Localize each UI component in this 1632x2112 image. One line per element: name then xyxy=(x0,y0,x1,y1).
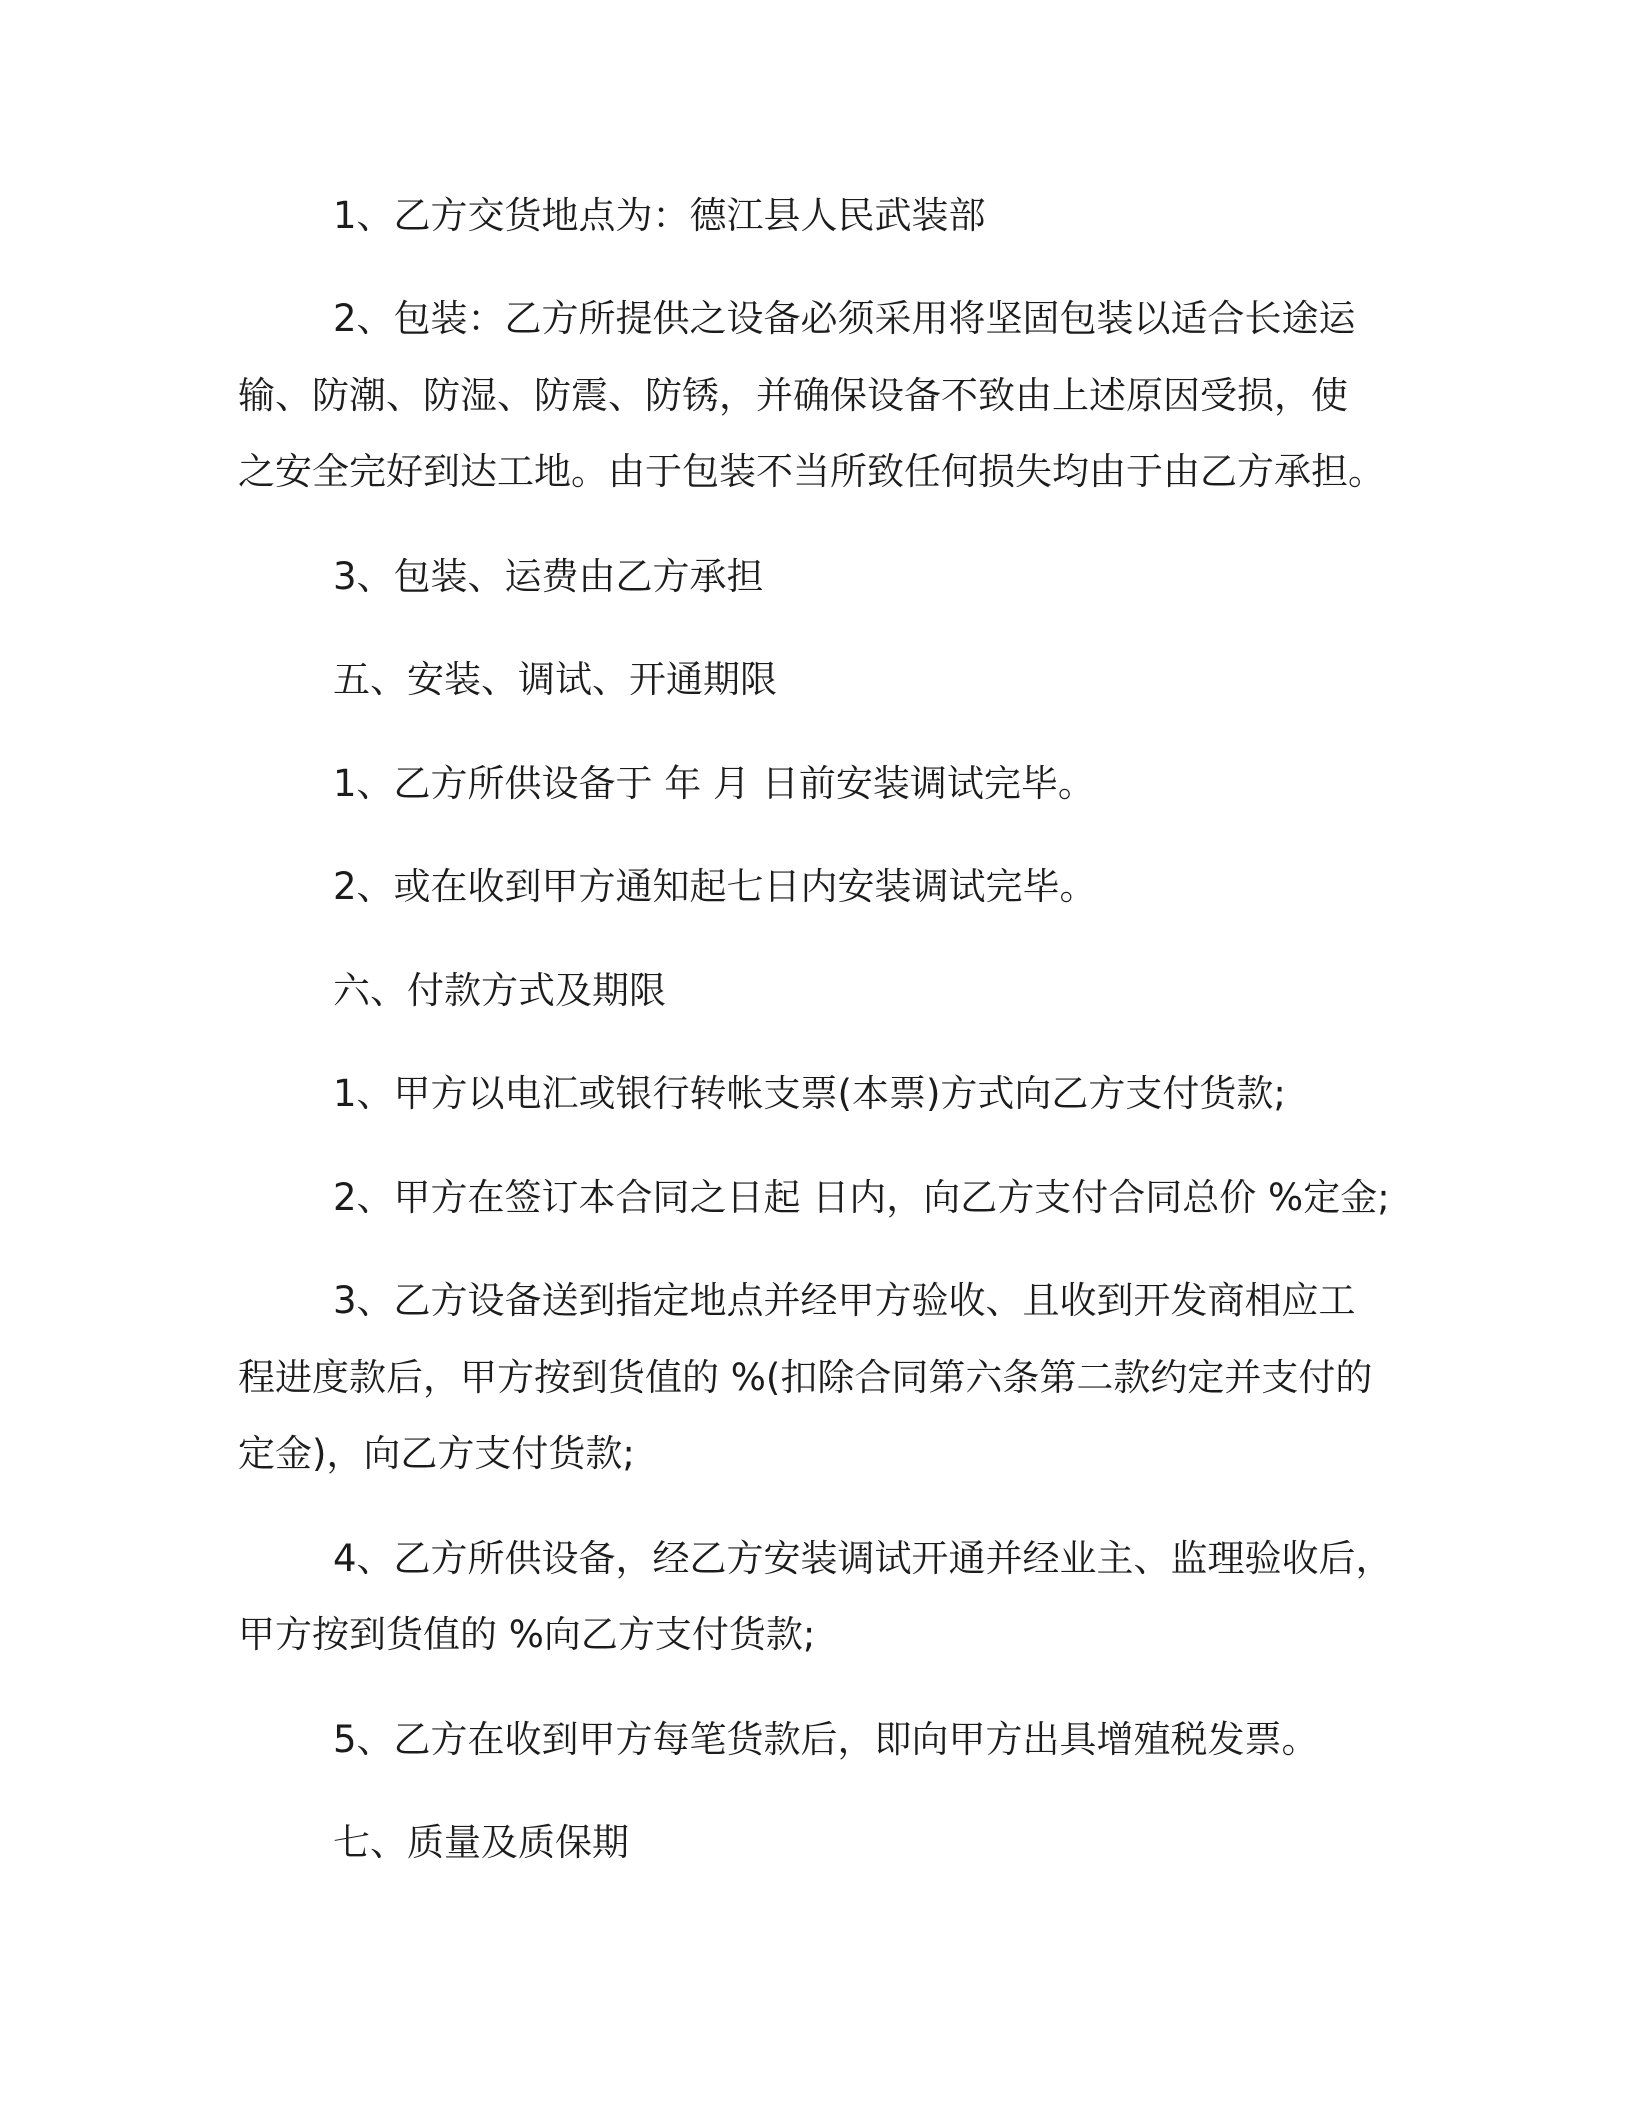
section-heading-quality: 七、质量及质保期 xyxy=(333,1821,629,1864)
packaging-clause-line-3: 之安全完好到达工地。由于包装不当所致任何损失均由于由乙方承担。 xyxy=(238,450,1385,493)
payment-clause-4-line-2: 甲方按到货值的 %向乙方支付货款; xyxy=(238,1613,816,1656)
payment-clause-4-line-1: 4、乙方所供设备，经乙方安装调试开通并经业主、监理验收后， xyxy=(333,1537,1393,1580)
payment-clause-3-line-3: 定金)，向乙方支付货款; xyxy=(238,1432,635,1475)
installation-clause-2: 2、或在收到甲方通知起七日内安装调试完毕。 xyxy=(333,865,1097,908)
payment-clause-3-line-2: 程进度款后，甲方按到货值的 %(扣除合同第六条第二款约定并支付的 xyxy=(238,1356,1373,1399)
section-heading-payment: 六、付款方式及期限 xyxy=(333,969,666,1012)
installation-clause-1: 1、乙方所供设备于 年 月 日前安装调试完毕。 xyxy=(333,762,1095,805)
delivery-location-clause: 1、乙方交货地点为：德江县人民武装部 xyxy=(333,194,986,237)
payment-clause-5: 5、乙方在收到甲方每笔货款后，即向甲方出具增殖税发票。 xyxy=(333,1718,1319,1761)
payment-clause-3-line-1: 3、乙方设备送到指定地点并经甲方验收、且收到开发商相应工 xyxy=(333,1279,1356,1322)
payment-clause-2: 2、甲方在签订本合同之日起 日内，向乙方支付合同总价 %定金; xyxy=(333,1176,1390,1219)
packaging-clause-line-1: 2、包装：乙方所提供之设备必须采用将坚固包装以适合长途运 xyxy=(333,297,1356,340)
section-heading-installation: 五、安装、调试、开通期限 xyxy=(333,658,777,701)
packaging-clause-line-2: 输、防潮、防湿、防震、防锈，并确保设备不致由上述原因受损，使 xyxy=(238,374,1348,417)
payment-clause-1: 1、甲方以电汇或银行转帐支票(本票)方式向乙方支付货款; xyxy=(333,1072,1286,1115)
freight-clause: 3、包装、运费由乙方承担 xyxy=(333,555,764,598)
